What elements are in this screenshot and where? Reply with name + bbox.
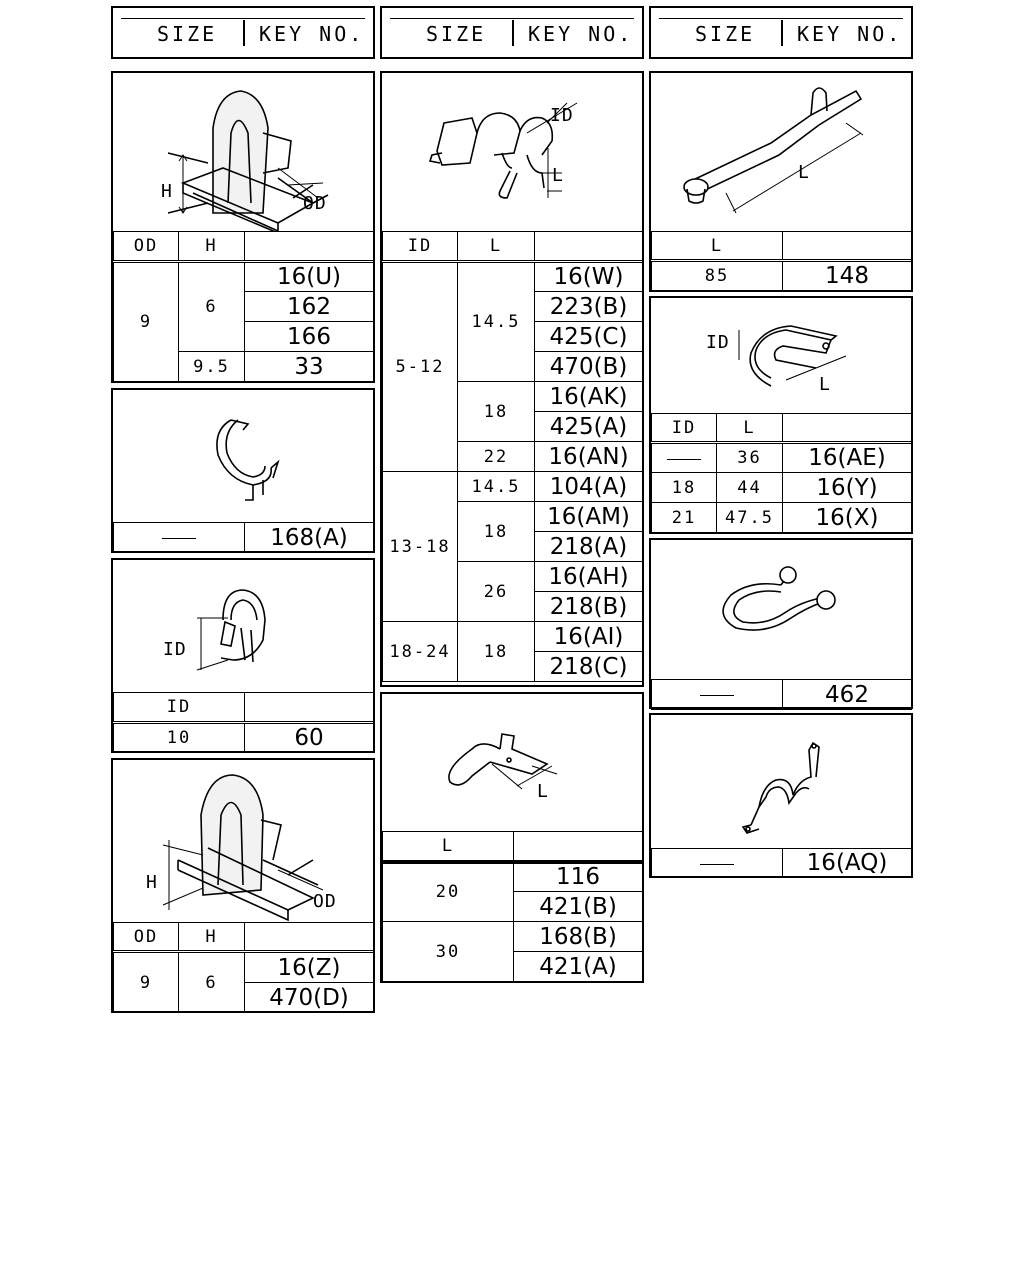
l-value: 36 xyxy=(717,443,783,473)
size-table xyxy=(113,231,374,382)
l-value: 14.5 xyxy=(458,262,535,382)
col-header-od: OD xyxy=(114,232,179,262)
key-no: 218(C) xyxy=(535,652,643,682)
key-no: 218(A) xyxy=(535,532,643,562)
col-header-l: L xyxy=(717,414,783,443)
size-table xyxy=(382,231,643,682)
clip-drawing-icon xyxy=(113,73,373,231)
part-panel-bracket xyxy=(380,692,644,983)
col-header-l: L xyxy=(383,832,514,862)
header-col3 xyxy=(649,6,913,59)
part-panel-id-clip xyxy=(111,558,375,753)
size-table xyxy=(651,231,912,291)
l-value: 47.5 xyxy=(717,503,783,533)
header-key-no-label: KEY NO. xyxy=(259,22,365,46)
header-size-label: SIZE xyxy=(426,22,487,46)
id-clip-drawing-icon xyxy=(113,560,373,692)
dim-label-l: L xyxy=(552,165,564,186)
col-header-l: L xyxy=(458,232,535,262)
no-size-dash xyxy=(652,849,783,878)
size-table xyxy=(651,848,912,878)
id-value: 18 xyxy=(652,473,717,503)
l-value: 44 xyxy=(717,473,783,503)
header-size-label: SIZE xyxy=(695,22,756,46)
key-no: 148 xyxy=(783,261,912,291)
l-value: 18 xyxy=(458,502,535,562)
l-value: 14.5 xyxy=(458,472,535,502)
dim-label-l: L xyxy=(798,162,810,183)
l-value: 18 xyxy=(458,382,535,442)
key-no: 162 xyxy=(245,292,374,322)
key-no: 462 xyxy=(783,680,912,710)
col-header-id: ID xyxy=(652,414,717,443)
strap-drawing-icon xyxy=(651,73,911,231)
key-no: 470(D) xyxy=(245,983,374,1013)
dim-label-id: ID xyxy=(550,105,574,126)
key-no: 16(Z) xyxy=(245,952,374,983)
key-no: 425(C) xyxy=(535,322,643,352)
key-no: 16(AI) xyxy=(535,622,643,652)
l-value: 30 xyxy=(383,922,514,982)
part-panel-loop-tie xyxy=(649,538,913,709)
col-header-l: L xyxy=(652,232,783,261)
id-value: 18-24 xyxy=(383,622,458,682)
col-header-id: ID xyxy=(114,693,245,723)
dim-label-h: H xyxy=(161,181,173,202)
part-panel-double-clamp xyxy=(380,71,644,687)
od-value: 9 xyxy=(114,262,179,382)
key-no: 16(U) xyxy=(245,262,374,292)
dim-label-l: L xyxy=(537,781,549,802)
l-value: 26 xyxy=(458,562,535,622)
dim-label-h: H xyxy=(146,872,158,893)
key-no: 33 xyxy=(245,352,374,382)
dim-label-od: OD xyxy=(303,193,327,214)
key-no: 223(B) xyxy=(535,292,643,322)
dim-label-od: OD xyxy=(313,891,337,912)
key-no: 116 xyxy=(514,862,643,892)
key-no: 16(W) xyxy=(535,262,643,292)
part-panel-clamp xyxy=(111,388,375,553)
key-no: 16(AN) xyxy=(535,442,643,472)
size-table xyxy=(651,413,912,533)
no-size-dash xyxy=(114,523,245,553)
key-no: 168(B) xyxy=(514,922,643,952)
part-panel-u-clip xyxy=(649,296,913,534)
size-table xyxy=(113,692,374,753)
size-table xyxy=(382,831,643,982)
part-panel-strap xyxy=(649,71,913,292)
header-size-label: SIZE xyxy=(157,22,218,46)
part-panel-saddle-clip xyxy=(649,713,913,878)
dim-label-id: ID xyxy=(706,332,730,353)
key-no: 168(A) xyxy=(245,523,374,553)
header-col2 xyxy=(380,6,644,59)
header-col1 xyxy=(111,6,375,59)
no-size-dash xyxy=(652,443,717,473)
col-header-id: ID xyxy=(383,232,458,262)
key-no: 16(AK) xyxy=(535,382,643,412)
l-value: 18 xyxy=(458,622,535,682)
h-value: 9.5 xyxy=(179,352,245,382)
no-size-dash xyxy=(652,680,783,710)
h-value: 6 xyxy=(179,952,245,1013)
size-table xyxy=(651,679,912,710)
part-panel-clip-od-h xyxy=(111,71,375,383)
u-clip-drawing-icon xyxy=(651,298,911,413)
key-no: 16(AM) xyxy=(535,502,643,532)
l-value: 85 xyxy=(652,261,783,291)
header-key-no-label: KEY NO. xyxy=(797,22,903,46)
key-no: 421(B) xyxy=(514,892,643,922)
dim-label-l: L xyxy=(819,374,831,395)
key-no: 60 xyxy=(245,723,374,753)
key-no: 218(B) xyxy=(535,592,643,622)
id-value: 13-18 xyxy=(383,472,458,622)
key-no: 16(AH) xyxy=(535,562,643,592)
key-no: 470(B) xyxy=(535,352,643,382)
size-table xyxy=(113,922,374,1013)
key-no: 104(A) xyxy=(535,472,643,502)
col-header-h: H xyxy=(179,923,245,952)
l-value: 22 xyxy=(458,442,535,472)
loop-tie-drawing-icon xyxy=(651,540,911,679)
key-no: 16(Y) xyxy=(783,473,912,503)
key-no: 16(AQ) xyxy=(783,849,912,878)
dim-label-id: ID xyxy=(163,639,187,660)
size-table xyxy=(113,522,374,553)
h-value: 6 xyxy=(179,262,245,352)
col-header-od: OD xyxy=(114,923,179,952)
id-value: 21 xyxy=(652,503,717,533)
key-no: 421(A) xyxy=(514,952,643,982)
od-value: 9 xyxy=(114,952,179,1013)
clamp-drawing-icon xyxy=(113,390,373,522)
key-no: 16(AE) xyxy=(783,443,912,473)
bracket-drawing-icon xyxy=(382,694,642,831)
header-key-no-label: KEY NO. xyxy=(528,22,634,46)
key-no: 166 xyxy=(245,322,374,352)
l-value: 20 xyxy=(383,862,514,922)
key-no: 16(X) xyxy=(783,503,912,533)
key-no: 425(A) xyxy=(535,412,643,442)
double-clamp-drawing-icon xyxy=(382,73,642,231)
part-panel-clip-od-h-2 xyxy=(111,758,375,1013)
id-value: 5-12 xyxy=(383,262,458,472)
saddle-clip-drawing-icon xyxy=(651,715,911,848)
col-header-h: H xyxy=(179,232,245,262)
id-value: 10 xyxy=(114,723,245,753)
